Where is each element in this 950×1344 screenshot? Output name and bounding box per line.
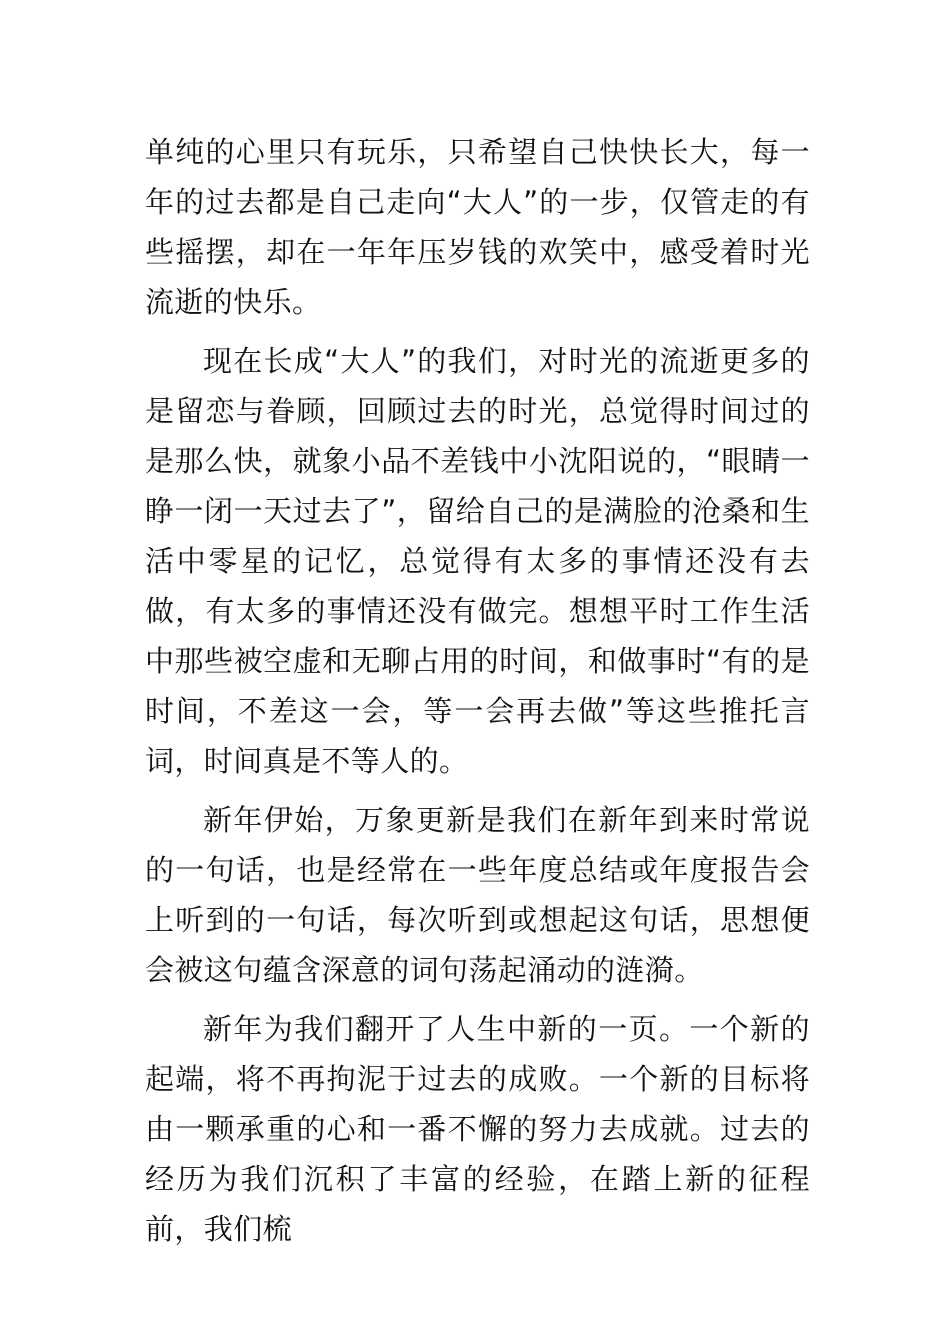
paragraph-1: 单纯的心里只有玩乐，只希望自己快快长大，每一年的过去都是自己走向“大人”的一步，仅管走的有些摇摆，却在一年年压岁钱的欢笑中，感受着时光流逝的快乐。 xyxy=(145,135,810,319)
paragraph-3: 新年伊始，万象更新是我们在新年到来时常说的一句话，也是经常在一些年度总结或年度报告会上听到的一句话，每次听到或想起这句话，思想便会被这句蕴含深意的词句荡起涌动的涟漪。 xyxy=(145,803,810,987)
paragraph-2: 现在长成“大人”的我们，对时光的流逝更多的是留恋与眷顾，回顾过去的时光，总觉得时间过的是那么快，就象小品不差钱中小沈阳说的，“眼睛一睁一闭一天过去了”，留给自己的是满脸的沧桑和生活中零星的记忆，总觉得有太多的事情还没有去做，有太多的事情还没有做完。想想平时工作生活中那些被空虚和无聊占用的时间，和做事时“有的是时间，不差这一会，等一会再去做”等这些推托言词，时间真是不等人的。 xyxy=(145,344,810,778)
paragraph-4: 新年为我们翻开了人生中新的一页。一个新的起端，将不再拘泥于过去的成败。一个新的目标将由一颗承重的心和一番不懈的努力去成就。过去的经历为我们沉积了丰富的经验，在踏上新的征程前，我们梳 xyxy=(145,1012,810,1246)
document-page xyxy=(145,127,810,1263)
